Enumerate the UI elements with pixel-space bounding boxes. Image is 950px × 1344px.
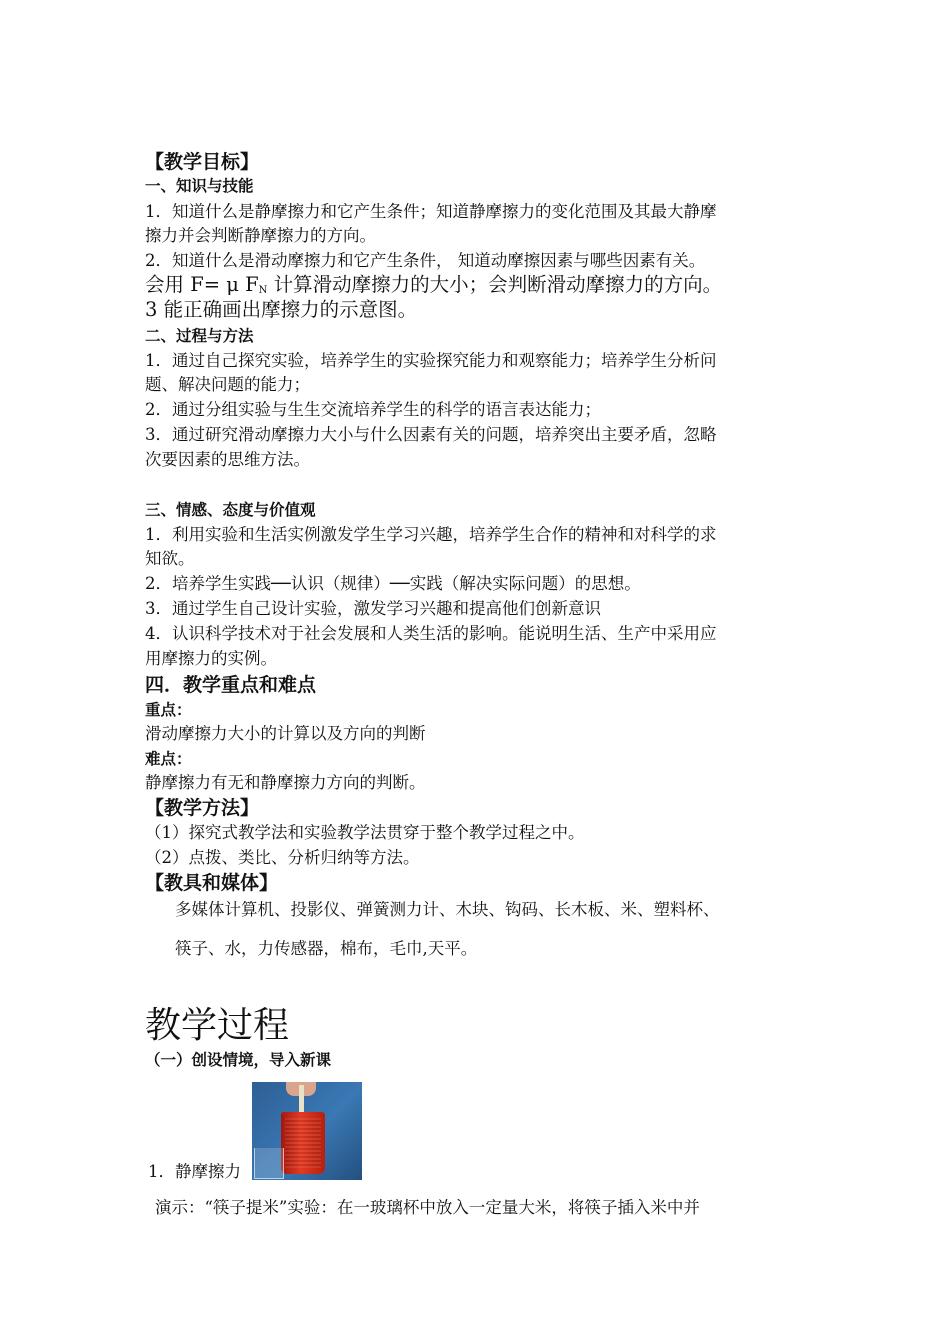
difficult-point-label: 难点： <box>145 750 192 768</box>
knowledge-line: 1．知道什么是静摩擦力和它产生条件；知道静摩擦力的变化范围及其最大静摩 <box>145 202 717 221</box>
process-line: 1．通过自己探究实验，培养学生的实验探究能力和观察能力；培养学生分析问 <box>145 351 717 370</box>
knowledge-line: 3 能正确画出摩擦力的示意图。 <box>145 298 418 321</box>
knowledge-line: 2．知道什么是滑动摩擦力和它产生条件， 知道动摩擦因素与哪些因素有关。 <box>145 251 706 270</box>
formula-text: 计算滑动摩擦力的大小；会判断滑动摩擦力的方向。 <box>267 273 723 296</box>
process-title: 教学过程 <box>145 1005 290 1046</box>
method-item: （1）探究式教学法和实验教学法贯穿于整个教学过程之中。 <box>145 823 585 842</box>
teaching-goals-heading: 【教学目标】 <box>145 151 260 173</box>
key-point-text: 滑动摩擦力大小的计算以及方向的判断 <box>145 724 426 743</box>
method-item: （2）点拨、类比、分析归纳等方法。 <box>145 848 420 867</box>
static-friction-item: 1．静摩擦力 <box>148 1162 241 1181</box>
key-point-label: 重点： <box>145 701 192 719</box>
attitude-line: 4．认识科学技术对于社会发展和人类生活的影响。能说明生活、生产中采用应 <box>145 624 717 643</box>
process-line: 次要因素的思维方法。 <box>145 450 310 469</box>
key-difficult-heading: 四．教学重点和难点 <box>145 674 317 696</box>
chopstick-rice-experiment-image <box>252 1082 362 1180</box>
section-attitude-heading: 三、情感、态度与价值观 <box>145 501 316 519</box>
difficult-point-text: 静摩擦力有无和静摩擦力方向的判断。 <box>145 773 426 792</box>
red-cup-shape <box>281 1112 325 1174</box>
formula-subscript: N <box>258 285 268 296</box>
tools-heading: 【教具和媒体】 <box>145 872 279 894</box>
process-line: 2．通过分组实验与生生交流培养学生的科学的语言表达能力； <box>145 400 601 419</box>
step-heading: （一）创设情境，导入新课 <box>145 1051 332 1069</box>
tools-line: 多媒体计算机、投影仪、弹簧测力计、木块、钩码、长木板、米、塑料杯、 <box>175 900 720 919</box>
beaker-shape <box>254 1148 284 1179</box>
attitude-line: 用摩擦力的实例。 <box>145 649 277 668</box>
section-process-heading: 二、过程与方法 <box>145 327 254 345</box>
tools-line: 筷子、水，力传感器，棉布，毛巾,天平。 <box>175 939 478 958</box>
demo-line: 演示：“筷子提米”实验：在一玻璃杯中放入一定量大米，将筷子插入米中并 <box>155 1198 700 1217</box>
process-line: 题、解决问题的能力； <box>145 375 310 394</box>
attitude-line: 2．培养学生实践──认识（规律）──实践（解决实际问题）的思想。 <box>145 574 641 593</box>
knowledge-line: 擦力并会判断静摩擦力的方向。 <box>145 226 376 245</box>
process-line: 3．通过研究滑动摩擦力大小与什么因素有关的问题，培养突出主要矛盾，忽略 <box>145 425 717 444</box>
attitude-line: 1．利用实验和生活实例激发学生学习兴趣，培养学生合作的精神和对科学的求 <box>145 525 717 544</box>
methods-heading: 【教学方法】 <box>145 797 260 819</box>
formula-text: 会用 F= μ F <box>145 273 259 296</box>
section-knowledge-heading: 一、知识与技能 <box>145 177 254 195</box>
attitude-line: 3．通过学生自己设计实验，激发学习兴趣和提高他们创新意识 <box>145 599 601 618</box>
attitude-line: 知欲。 <box>145 549 195 568</box>
